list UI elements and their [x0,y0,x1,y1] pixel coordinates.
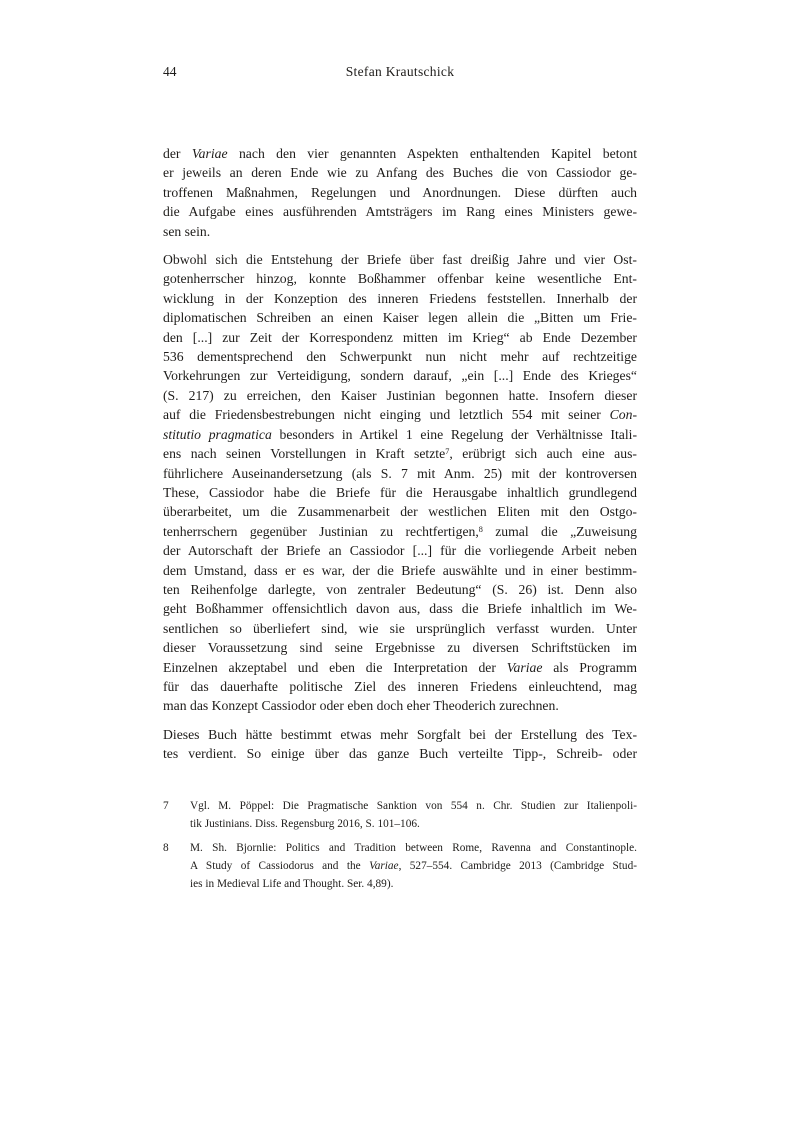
text-line [190,857,637,875]
text-run: M. Sh. Bjornlie: Politics and Tradition between Rome, Ravenna and Constantinople. [190,842,637,854]
text-line [163,677,637,696]
text-line [190,839,637,857]
body-text [163,144,637,773]
text-line [163,638,637,657]
text-run: zumal die „Zuweisung [482,523,637,539]
text-line [163,483,637,502]
text-run: dieser Voraussetzung sind seine Ergebnisse zu diversen Schriftstücken im [163,640,637,656]
text-run: tik Justinians. Diss. Regensburg 2016, S. 101–106. [190,818,420,830]
footnote-text [190,797,637,833]
text-line [163,222,637,241]
text-line [163,744,637,763]
text-line [163,502,637,521]
footnotes [163,797,637,899]
text-run: Vorkehrungen zur Verteidigung, sondern darauf, „ein [...] Ende des Krieges“ [163,368,637,384]
text-run: gotenherrscher hinzog, konnte Boßhammer offenbar keine wesentliche Ent- [163,271,637,287]
paragraph [163,250,637,716]
italic-text-run: stitutio pragmatica [163,426,272,442]
text-line [163,696,637,715]
text-line [163,328,637,347]
text-line [163,541,637,560]
text-run: sentlichen so überliefert sind, wie sie ursprünglich verfasst wurden. Unter [163,620,637,636]
page-number: 44 [163,64,177,79]
text-run: nach den vier genannten Aspekten enthaltenden Kapitel betont [227,146,637,161]
text-run: ens nach seinen Vorstellungen in Kraft setzte [163,446,446,462]
text-run: besonders in Artikel 1 eine Regelung der Verhältnisse Itali- [271,426,637,442]
footnote-number: 8 [163,842,169,854]
text-line [190,875,637,893]
text-line [163,144,637,163]
text-run: überarbeitet, um die Zusammenarbeit der westlichen Eliten mit den Ostgo- [163,504,637,520]
text-line [163,561,637,580]
text-line [163,725,637,744]
footnote-text [190,839,637,893]
text-line [163,347,637,366]
text-run: , 527–554. Cambridge 2013 (Cambridge Stud- [398,860,637,872]
text-run: troffenen Maßnahmen, Regelungen und Anordnungen. Diese dürften auch [163,184,637,200]
text-line [163,202,637,221]
text-line [163,464,637,483]
text-run: führlichere Auseinandersetzung (als S. 7 mit Anm. 25) mit der kontroversen [163,465,637,481]
text-line [163,580,637,599]
text-line [163,619,637,638]
text-run: , erübrigt sich auch eine aus- [449,446,637,462]
text-line [163,405,637,424]
text-line [163,366,637,385]
text-run: der Autorschaft der Briefe an Cassiodor [...] für die vorliegende Arbeit neben [163,543,637,559]
text-run: tes verdient. So einige über das ganze Buch verteilte Tipp-, Schreib- oder [163,746,637,762]
text-run: These, Cassiodor habe die Briefe für die Herausgabe inhaltlich grundlegend [163,484,637,500]
text-line [163,183,637,202]
text-run: geht Boßhammer offensichtlich davon aus, dass die Briefe inhaltlich im We- [163,601,637,617]
text-line [163,269,637,288]
text-line [163,163,637,182]
italic-text-run: Con- [609,407,637,423]
text-line [163,658,637,677]
text-run: Obwohl sich die Entstehung der Briefe über fast dreißig Jahre und vier Ost- [163,252,637,268]
paragraph [163,144,637,241]
text-run: er jeweils an deren Ende wie zu Anfang des Buches die von Cassiodor ge- [163,165,637,181]
text-line [190,797,637,815]
text-run: als Programm [542,659,637,675]
text-run: Einzelnen akzeptabel und eben die Interpretation der [163,659,507,675]
text-run: sen sein. [163,223,211,239]
text-line [163,386,637,405]
text-line [163,250,637,269]
text-line [163,522,637,541]
text-run: wicklung in der Konzeption des inneren Friedens feststellen. Innerhalb der [163,290,637,306]
text-run: für das dauerhafte politische Ziel des inneren Friedens einleuchtend, mag [163,678,637,694]
text-run: A Study of Cassiodorus and the [190,860,370,872]
text-run: ten Reihenfolge darlegte, von zentraler Bedeutung“ (S. 26) ist. Denn also [163,581,637,597]
footnote [163,839,637,893]
footnote [163,797,637,833]
text-run: 536 dementsprechend den Schwerpunkt nun nicht mehr auf rechtzeitige [163,349,637,365]
italic-text-run: Variae [191,146,228,161]
italic-text-run: Variae [506,659,543,675]
text-run: diplomatischen Schreiben an einen Kaiser legen allein die „Bitten um Frie- [163,310,637,326]
text-line [163,425,637,444]
italic-text-run: Variae [369,860,399,872]
footnote-ref: 7 [445,447,450,457]
page-header [163,64,637,82]
text-line [163,444,637,463]
text-run: die Aufgabe eines ausführenden Amtsträgers im Rang eines Ministers gewe- [163,204,637,220]
running-header: Stefan Krautschick [345,64,455,79]
text-run: dem Umstand, dass er es war, der die Briefe auswählte und in einer bestimm- [163,562,637,578]
text-run: ies in Medieval Life and Thought. Ser. 4,89). [190,878,394,890]
text-run: tenherrschern gegenüber Justinian zu rechtfertigen, [163,523,479,539]
text-run: (S. 217) zu erreichen, den Kaiser Justinian begonnen hatte. Insofern dieser [163,387,637,403]
text-run: Vgl. M. Pöppel: Die Pragmatische Sanktion von 554 n. Chr. Studien zur Italienpoli- [190,800,637,812]
text-line [163,289,637,308]
footnote-ref: 8 [478,525,483,535]
footnote-number: 7 [163,800,169,812]
text-run: man das Konzept Cassiodor oder eben doch eher Theoderich zurechnen. [163,698,559,714]
text-line [163,308,637,327]
text-line [163,599,637,618]
text-run: Dieses Buch hätte bestimmt etwas mehr Sorgfalt bei der Erstellung des Tex- [163,726,637,742]
text-run: der [163,146,192,161]
text-run: auf die Friedensbestrebungen nicht einging und letztlich 554 mit seiner [163,407,610,423]
text-line [190,815,637,833]
paragraph [163,725,637,764]
text-run: den [...] zur Zeit der Korrespondenz mitten im Krieg“ ab Ende Dezember [163,329,637,345]
